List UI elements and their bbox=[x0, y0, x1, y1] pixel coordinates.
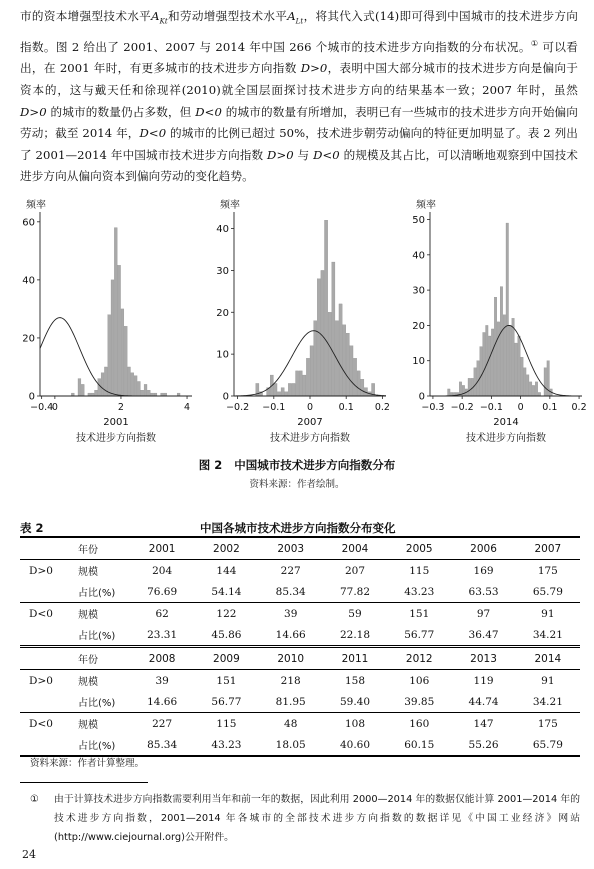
text-run: 可以看出，在 2001 年时，有更多城市的技术进步方向指数 bbox=[20, 39, 578, 76]
row-label: 规模 bbox=[62, 713, 130, 735]
year-cell: 2004 bbox=[323, 537, 387, 560]
histogram-bar bbox=[141, 390, 144, 396]
histogram-2001 bbox=[6, 196, 200, 454]
table-cell: 108 bbox=[323, 713, 387, 735]
table-cell: 39 bbox=[259, 603, 323, 625]
histogram-bar bbox=[108, 315, 111, 396]
histogram-bar bbox=[78, 379, 81, 396]
symbol-d-pos: D>0 bbox=[267, 147, 294, 162]
table-cell: 39 bbox=[130, 670, 194, 692]
y-tick-label: 20 bbox=[216, 307, 229, 319]
table-cell: 175 bbox=[516, 560, 580, 582]
table-row bbox=[20, 603, 580, 625]
table-cell: 91 bbox=[516, 670, 580, 692]
histogram-bar bbox=[314, 321, 317, 396]
histogram-bar bbox=[357, 371, 360, 396]
table-cell: 54.14 bbox=[211, 585, 242, 598]
table-cell: 160 bbox=[387, 713, 451, 735]
table-cell: 85.34 bbox=[130, 734, 194, 756]
table-cell: 40.60 bbox=[323, 734, 387, 756]
y-tick-label: 40 bbox=[22, 275, 35, 287]
histogram-bar bbox=[488, 336, 491, 396]
table-cell: 207 bbox=[323, 560, 387, 582]
x-tick-label: −0.1 bbox=[262, 402, 286, 413]
page-number: 24 bbox=[22, 848, 36, 861]
year-cell: 2014 bbox=[516, 647, 580, 670]
histogram-bar bbox=[353, 358, 356, 396]
histogram-bar bbox=[486, 325, 489, 396]
y-tick-label: 60 bbox=[22, 217, 35, 229]
table-cell: 45.86 bbox=[211, 628, 242, 641]
y-tick-label: 50 bbox=[412, 215, 425, 227]
text-run: ，表明中国大部分城市的技术进步方向是偏向于资本的，这与戴天任和徐现祥(2010)就全国层面探讨技术进步方向的结果基本一致；2007 年时，虽然 bbox=[20, 61, 579, 97]
table-cell: 65.79 bbox=[532, 585, 563, 598]
histogram-bar bbox=[328, 312, 331, 396]
y-tick-label: 40 bbox=[412, 250, 425, 262]
histogram-bar bbox=[114, 228, 117, 396]
table-cell: 34.21 bbox=[532, 628, 563, 641]
x-tick-label: 0.2 bbox=[571, 402, 587, 413]
table-cell: 14.66 bbox=[275, 628, 306, 641]
histogram-bar bbox=[303, 375, 306, 396]
chart-year-label: 2007 bbox=[297, 417, 323, 428]
histogram-bar bbox=[477, 361, 480, 396]
y-tick-label: 0 bbox=[28, 391, 35, 403]
table-header-row bbox=[20, 537, 580, 560]
histogram-bar bbox=[285, 392, 288, 396]
x-tick-label: 0.1 bbox=[542, 402, 558, 413]
footnote-mark: ① bbox=[30, 794, 39, 805]
table-cell: 55.26 bbox=[451, 734, 515, 756]
histogram-bar bbox=[324, 220, 327, 396]
table-number: 表 2 bbox=[20, 521, 44, 535]
text-run: 的规模及其占比，可以清晰地观察到中国技术进步方向从偏向资本到偏向劳动的变化趋势。 bbox=[20, 147, 578, 184]
histogram-bar bbox=[462, 385, 465, 396]
table-cell: 43.23 bbox=[194, 734, 258, 756]
group-label bbox=[20, 581, 62, 603]
histogram-bar bbox=[339, 304, 342, 396]
histogram-bar bbox=[343, 325, 346, 396]
table-cell: 106 bbox=[387, 670, 451, 692]
table-cell: 63.53 bbox=[468, 585, 499, 598]
x-axis-label: 技术进步方向指数 bbox=[76, 433, 156, 444]
x-tick-label: 0.1 bbox=[338, 402, 354, 413]
x-tick-label: −0.4 bbox=[30, 402, 54, 413]
histogram-2014 bbox=[396, 196, 590, 454]
histogram-bar bbox=[532, 385, 535, 396]
year-cell: 2001 bbox=[130, 537, 194, 560]
histogram-2007 bbox=[200, 196, 394, 454]
body-paragraph bbox=[20, 6, 578, 188]
group-label: D<0 bbox=[20, 713, 62, 735]
histogram-bar bbox=[483, 332, 486, 396]
table-cell: 227 bbox=[130, 713, 194, 735]
histogram-bar bbox=[515, 343, 518, 396]
x-tick-label: −0.2 bbox=[450, 402, 474, 413]
table-cell: 97 bbox=[451, 603, 515, 625]
text-run: 的城市的比例已超过 50%，技术进步朝劳动偏向的特征更加明显了。表 2 列出了 2001—2014 年中国城市技术进步方向指数 bbox=[20, 126, 578, 162]
y-tick-label: 0 bbox=[222, 391, 229, 403]
year-header: 年份 bbox=[62, 647, 130, 670]
text-run: ，将其代入式(14)即可得到中国城市的技术进步方向指数。图 2 给出了 2001、2007 与 2014 年中国 266 个城市的技术进步方向指数的分布状况。 bbox=[20, 9, 578, 54]
table-cell: 204 bbox=[130, 560, 194, 582]
table-cell: 44.74 bbox=[468, 695, 499, 708]
histogram-bar bbox=[544, 368, 547, 396]
histogram-bar bbox=[524, 368, 527, 396]
histogram-bar bbox=[131, 373, 134, 396]
histogram-bar bbox=[321, 270, 324, 396]
histogram-bar bbox=[526, 375, 529, 396]
y-tick-label: 0 bbox=[418, 391, 425, 403]
histogram-bar bbox=[134, 376, 137, 396]
histogram-bar bbox=[535, 382, 538, 396]
table-row bbox=[20, 670, 580, 692]
row-label: 占比(%) bbox=[62, 734, 130, 756]
histogram-bar bbox=[118, 265, 121, 396]
footnote-ref[interactable]: ① bbox=[530, 38, 539, 48]
y-axis-label: 频率 bbox=[416, 200, 436, 211]
year-cell: 2007 bbox=[516, 537, 580, 560]
histogram-bar bbox=[448, 389, 451, 396]
symbol-d-pos: D>0 bbox=[300, 61, 328, 76]
histogram-bar bbox=[274, 383, 277, 396]
table-source: 资料来源：作者计算整理。 bbox=[30, 758, 145, 769]
table-cell: 77.82 bbox=[339, 585, 371, 598]
histogram-bar bbox=[332, 262, 335, 396]
symbol-d-neg: D<0 bbox=[139, 126, 167, 141]
row-label: 占比(%) bbox=[78, 631, 116, 642]
histogram-bar bbox=[529, 382, 532, 396]
histogram-bar bbox=[346, 333, 349, 396]
year-cell: 2008 bbox=[130, 647, 194, 670]
group-label bbox=[20, 691, 62, 713]
table-cell: 144 bbox=[194, 560, 258, 582]
y-tick-label: 10 bbox=[412, 356, 425, 368]
table-cell: 14.66 bbox=[147, 695, 178, 708]
table-cell: 227 bbox=[259, 560, 323, 582]
group-label bbox=[20, 734, 62, 756]
x-axis-label: 技术进步方向指数 bbox=[270, 433, 350, 444]
table-cell: 91 bbox=[516, 603, 580, 625]
histogram-bar bbox=[521, 357, 524, 396]
table-cell: 147 bbox=[451, 713, 515, 735]
year-cell: 2012 bbox=[387, 647, 451, 670]
y-tick-label: 30 bbox=[412, 285, 425, 297]
row-label: 占比(%) bbox=[78, 698, 116, 709]
table-cell: 81.95 bbox=[275, 695, 306, 708]
histogram-bar bbox=[480, 347, 483, 396]
symbol-a-k: $A_{Kt}$ bbox=[151, 9, 168, 26]
table-row bbox=[20, 734, 580, 756]
histogram-bar bbox=[509, 325, 512, 396]
symbol-a-l: $A_{Lt}$ bbox=[287, 9, 304, 26]
x-tick-label: 0 bbox=[306, 402, 314, 413]
x-tick-label: 0.2 bbox=[374, 402, 390, 413]
histogram-bar bbox=[474, 368, 477, 396]
row-label: 规模 bbox=[62, 670, 130, 692]
histogram-bar bbox=[292, 383, 295, 396]
table-cell: 56.77 bbox=[404, 628, 435, 641]
year-cell: 2006 bbox=[451, 537, 515, 560]
x-tick-label: −0.3 bbox=[421, 402, 445, 413]
table-cell: 59 bbox=[323, 603, 387, 625]
symbol-d-neg: D<0 bbox=[313, 147, 340, 162]
figure-caption: 图 2 中国城市技术进步方向指数分布 bbox=[198, 458, 396, 472]
chart-year-label: 2014 bbox=[493, 417, 519, 428]
table-cell: 218 bbox=[259, 670, 323, 692]
symbol-d-pos: D>0 bbox=[20, 104, 47, 119]
x-tick-label: 4 bbox=[184, 402, 191, 413]
text-run: 的城市的数量仍占多数，但 bbox=[46, 104, 196, 119]
table-name: 中国各城市技术进步方向指数分布变化 bbox=[200, 521, 396, 535]
table-cell: 65.79 bbox=[516, 734, 580, 756]
year-cell: 2005 bbox=[387, 537, 451, 560]
table-row bbox=[20, 560, 580, 582]
histogram-bar bbox=[128, 367, 131, 396]
histogram-bar bbox=[306, 358, 309, 396]
histogram-bar bbox=[518, 336, 521, 396]
histogram-bar bbox=[111, 280, 114, 396]
histogram-bar bbox=[497, 322, 500, 396]
table-cell: 76.69 bbox=[147, 585, 178, 598]
y-tick-label: 20 bbox=[412, 320, 425, 332]
histogram-bar bbox=[147, 390, 150, 396]
table-cell: 175 bbox=[516, 713, 580, 735]
table-cell: 62 bbox=[130, 603, 194, 625]
histogram-bar bbox=[361, 379, 364, 396]
table-cell: 22.18 bbox=[339, 628, 371, 641]
y-axis-label: 频率 bbox=[26, 200, 46, 211]
table-cell: 39.85 bbox=[404, 695, 435, 708]
table-row bbox=[20, 713, 580, 735]
year-cell: 2011 bbox=[323, 647, 387, 670]
histogram-bar bbox=[317, 279, 320, 396]
histogram-bar bbox=[494, 297, 497, 396]
group-label: D<0 bbox=[20, 603, 62, 625]
histogram-bar bbox=[101, 373, 104, 396]
table-cell: 151 bbox=[387, 603, 451, 625]
histogram-bar bbox=[281, 388, 284, 396]
table-cell: 60.15 bbox=[387, 734, 451, 756]
histogram-bar bbox=[144, 384, 147, 396]
group-label: D>0 bbox=[20, 670, 62, 692]
histogram-bar bbox=[98, 379, 101, 396]
histogram-bar bbox=[81, 384, 84, 396]
histogram-bar bbox=[500, 287, 503, 396]
year-cell: 2009 bbox=[194, 647, 258, 670]
text-run: 市的资本增强型技术水平 bbox=[20, 9, 152, 23]
row-label: 规模 bbox=[62, 560, 130, 582]
table-cell: 115 bbox=[194, 713, 258, 735]
figure-source: 资料来源：作者绘制。 bbox=[249, 479, 345, 490]
table-cell: 18.05 bbox=[259, 734, 323, 756]
histogram-bar bbox=[124, 326, 127, 396]
histogram-bar bbox=[538, 392, 541, 396]
table-cell: 36.47 bbox=[468, 628, 499, 641]
x-tick-label: 2 bbox=[117, 402, 124, 413]
histogram-bar bbox=[512, 318, 515, 396]
histogram-bar bbox=[310, 346, 313, 396]
group-label: D>0 bbox=[20, 560, 62, 582]
text-run: 的城市的数量有所增加，表明已有一些城市的技术进步方向开始偏向劳动；截至 2014 年， bbox=[20, 104, 578, 141]
y-tick-label: 20 bbox=[22, 333, 35, 345]
histogram-bar bbox=[137, 381, 140, 396]
table-cell: 34.21 bbox=[532, 695, 563, 708]
histogram-bar bbox=[121, 309, 124, 396]
footnote-text: 由于计算技术进步方向指数需要利用当年和前一年的数据，因此利用 2000—2014 年的数据仅能计算 2001—2014 年的技术进步方向指数，2001—2014 年各城市的全部技术进步方向指数的数据详见《中国工业经济》网站(http://www.ciejournal.org)公开附件。 bbox=[54, 794, 580, 843]
table-row bbox=[20, 581, 580, 603]
row-label: 占比(%) bbox=[78, 588, 116, 599]
x-axis-label: 技术进步方向指数 bbox=[466, 433, 546, 444]
chart-year-label: 2001 bbox=[103, 417, 129, 428]
row-label: 规模 bbox=[62, 603, 130, 625]
y-tick-label: 30 bbox=[216, 265, 229, 277]
histogram-bar bbox=[95, 390, 98, 396]
x-tick-label: 0 bbox=[517, 402, 524, 413]
table-cell: 115 bbox=[387, 560, 451, 582]
table-cell bbox=[20, 647, 62, 670]
table-cell: 48 bbox=[259, 713, 323, 735]
histogram-bar bbox=[350, 346, 353, 396]
table-cell: 119 bbox=[451, 670, 515, 692]
table-cell: 43.23 bbox=[404, 585, 435, 598]
distribution-table bbox=[20, 536, 580, 757]
histogram-bar bbox=[288, 383, 291, 396]
table-cell: 158 bbox=[323, 670, 387, 692]
table-cell: 122 bbox=[194, 603, 258, 625]
footnote-divider bbox=[20, 782, 148, 783]
histogram-bar bbox=[491, 329, 494, 396]
year-cell: 2002 bbox=[194, 537, 258, 560]
histogram-bar bbox=[277, 392, 280, 396]
histogram-bar bbox=[335, 321, 338, 396]
histogram-bar bbox=[506, 223, 509, 396]
year-cell: 2003 bbox=[259, 537, 323, 560]
x-tick-label: 0 bbox=[51, 402, 58, 413]
symbol-d-neg: D<0 bbox=[195, 104, 222, 119]
table-cell: 169 bbox=[451, 560, 515, 582]
year-cell: 2010 bbox=[259, 647, 323, 670]
y-tick-label: 40 bbox=[216, 224, 229, 236]
histogram-bar bbox=[299, 371, 302, 396]
histogram-bar bbox=[468, 378, 471, 396]
footnote bbox=[30, 790, 580, 847]
text-run: 和劳动增强型技术水平 bbox=[167, 9, 288, 23]
table-row bbox=[20, 691, 580, 713]
x-tick-label: −0.2 bbox=[226, 402, 250, 413]
text-run: 与 bbox=[293, 147, 314, 162]
x-tick-label: −0.1 bbox=[479, 402, 503, 413]
y-axis-label: 频率 bbox=[220, 200, 240, 211]
table-cell: 151 bbox=[194, 670, 258, 692]
table-cell bbox=[20, 537, 62, 560]
table-cell: 59.40 bbox=[339, 695, 371, 708]
histogram-bar bbox=[296, 371, 299, 396]
table-row bbox=[20, 624, 580, 647]
y-tick-label: 10 bbox=[216, 349, 229, 361]
table-cell: 23.31 bbox=[147, 628, 178, 641]
year-header: 年份 bbox=[62, 537, 130, 560]
year-cell: 2013 bbox=[451, 647, 515, 670]
group-label bbox=[20, 624, 62, 647]
table-header-row bbox=[20, 647, 580, 670]
table-cell: 56.77 bbox=[211, 695, 242, 708]
table-cell: 85.34 bbox=[275, 585, 306, 598]
